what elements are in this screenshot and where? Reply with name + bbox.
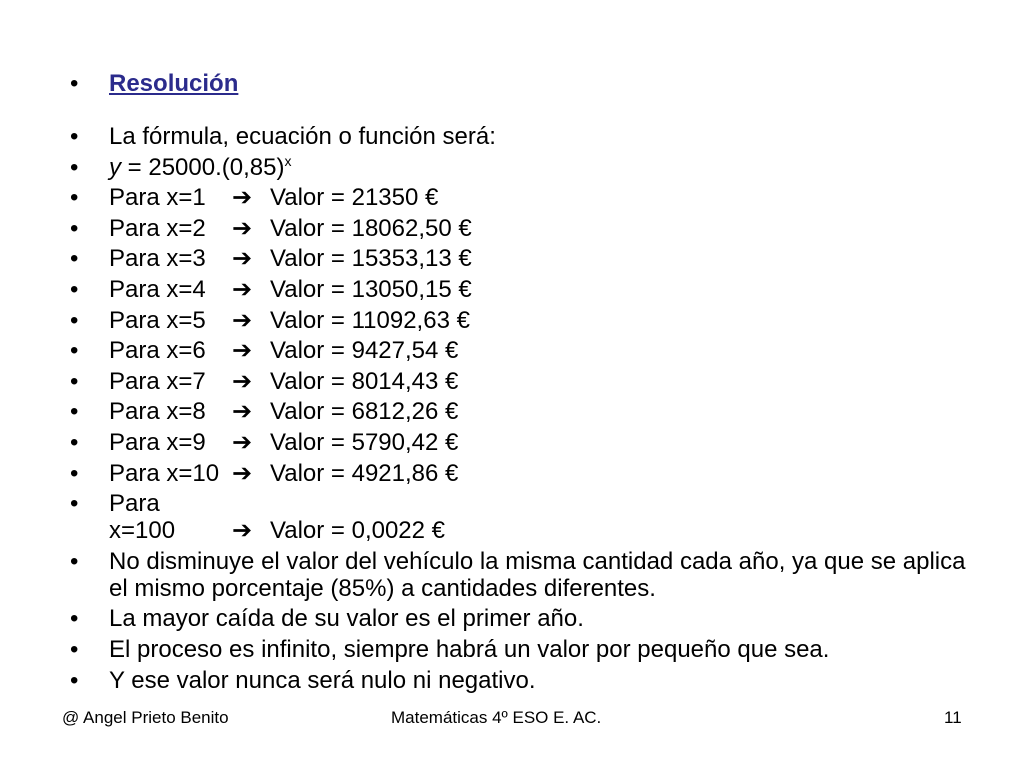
row-value: Valor = 11092,63 € — [270, 306, 470, 334]
bullet-dot: • — [70, 214, 79, 242]
conclusion-item — [70, 548, 970, 602]
bullet-dot: • — [70, 490, 79, 518]
value-row — [70, 215, 970, 242]
arrow-icon: ➔ — [232, 214, 253, 242]
row-value: Valor = 5790,42 € — [270, 428, 459, 456]
value-row — [70, 245, 970, 272]
row-value: Valor = 6812,26 € — [270, 398, 459, 426]
conclusion-text: El proceso es infinito, siempre habrá un valor por pequeño que sea. — [109, 635, 830, 663]
bullet-dot: • — [70, 275, 79, 303]
footer-course: Matemáticas 4º ESO E. AC. — [391, 708, 602, 727]
bullet-dot: • — [70, 367, 79, 395]
bullet-dot: • — [70, 123, 79, 150]
bullet-dot: • — [70, 666, 79, 694]
conclusion-item — [70, 636, 970, 663]
bullet-intro — [70, 123, 970, 150]
row-label: Para x=4 — [109, 275, 206, 303]
bullet-formula — [70, 154, 970, 181]
formula-body: = 25000.(0,85) — [121, 153, 285, 181]
bullet-dot: • — [70, 153, 79, 181]
bullet-dot: • — [70, 547, 79, 575]
formula-exponent: x — [284, 152, 292, 169]
bullet-dot: • — [70, 428, 79, 456]
row-label: Para x=5 — [109, 306, 206, 334]
bullet-dot: • — [70, 184, 79, 212]
bullet-dot: • — [70, 306, 79, 334]
bullet-dot: • — [70, 398, 79, 426]
row-label: Para x=10 — [109, 459, 220, 487]
row-label: Para x=2 — [109, 214, 206, 242]
row-label: Para x=9 — [109, 428, 206, 456]
bullet-heading — [70, 70, 970, 97]
arrow-icon: ➔ — [232, 398, 253, 426]
value-row — [70, 337, 970, 364]
arrow-icon: ➔ — [232, 367, 253, 395]
arrow-icon: ➔ — [232, 337, 253, 365]
row-label: Para x=6 — [109, 337, 206, 365]
value-row — [70, 276, 970, 303]
value-row — [70, 398, 970, 425]
conclusion-text: Y ese valor nunca será nulo ni negativo. — [109, 666, 536, 694]
intro-text: La fórmula, ecuación o función será: — [109, 123, 496, 150]
row-value: Valor = 4921,86 € — [270, 459, 459, 487]
heading-resolucion: Resolución — [109, 70, 239, 97]
row-label: Para x=100 — [109, 490, 176, 545]
arrow-icon: ➔ — [232, 428, 253, 456]
conclusion-text: La mayor caída de su valor es el primer año. — [109, 605, 584, 633]
row-label: Para x=1 — [109, 184, 206, 212]
value-row — [70, 184, 970, 211]
conclusion-item — [70, 605, 970, 632]
row-value: Valor = 0,0022 € — [270, 517, 446, 545]
arrow-icon: ➔ — [232, 275, 253, 303]
value-row — [70, 460, 970, 487]
row-value: Valor = 9427,54 € — [270, 337, 459, 365]
footer — [0, 708, 1024, 730]
row-value: Valor = 21350 € — [270, 184, 439, 212]
arrow-icon: ➔ — [232, 517, 253, 545]
page-number: 11 — [944, 708, 962, 727]
row-value: Valor = 18062,50 € — [270, 214, 472, 242]
value-row — [70, 429, 970, 456]
arrow-icon: ➔ — [232, 245, 253, 273]
row-label: Para x=8 — [109, 398, 206, 426]
arrow-icon: ➔ — [232, 306, 253, 334]
conclusion-item — [70, 667, 970, 694]
value-row — [70, 368, 970, 395]
row-value: Valor = 13050,15 € — [270, 275, 472, 303]
bullet-dot: • — [70, 605, 79, 633]
row-value: Valor = 15353,13 € — [270, 245, 472, 273]
bullet-dot: • — [70, 245, 79, 273]
bullet-dot: • — [70, 70, 79, 97]
bullet-dot: • — [70, 337, 79, 365]
row-value: Valor = 8014,43 € — [270, 367, 459, 395]
arrow-icon: ➔ — [232, 184, 253, 212]
value-row — [70, 490, 970, 544]
row-label: Para x=7 — [109, 367, 206, 395]
bullet-list — [70, 70, 970, 697]
arrow-icon: ➔ — [232, 459, 253, 487]
footer-author: @ Angel Prieto Benito — [62, 708, 229, 727]
row-label: Para x=3 — [109, 245, 206, 273]
bullet-dot: • — [70, 459, 79, 487]
conclusion-text: No disminuye el valor del vehículo la misma cantidad cada año, ya que se aplica el mismo porcentaje (85%) a cantidades diferentes. — [109, 547, 966, 602]
formula-variable: y — [109, 153, 121, 181]
value-row — [70, 307, 970, 334]
bullet-dot: • — [70, 635, 79, 663]
